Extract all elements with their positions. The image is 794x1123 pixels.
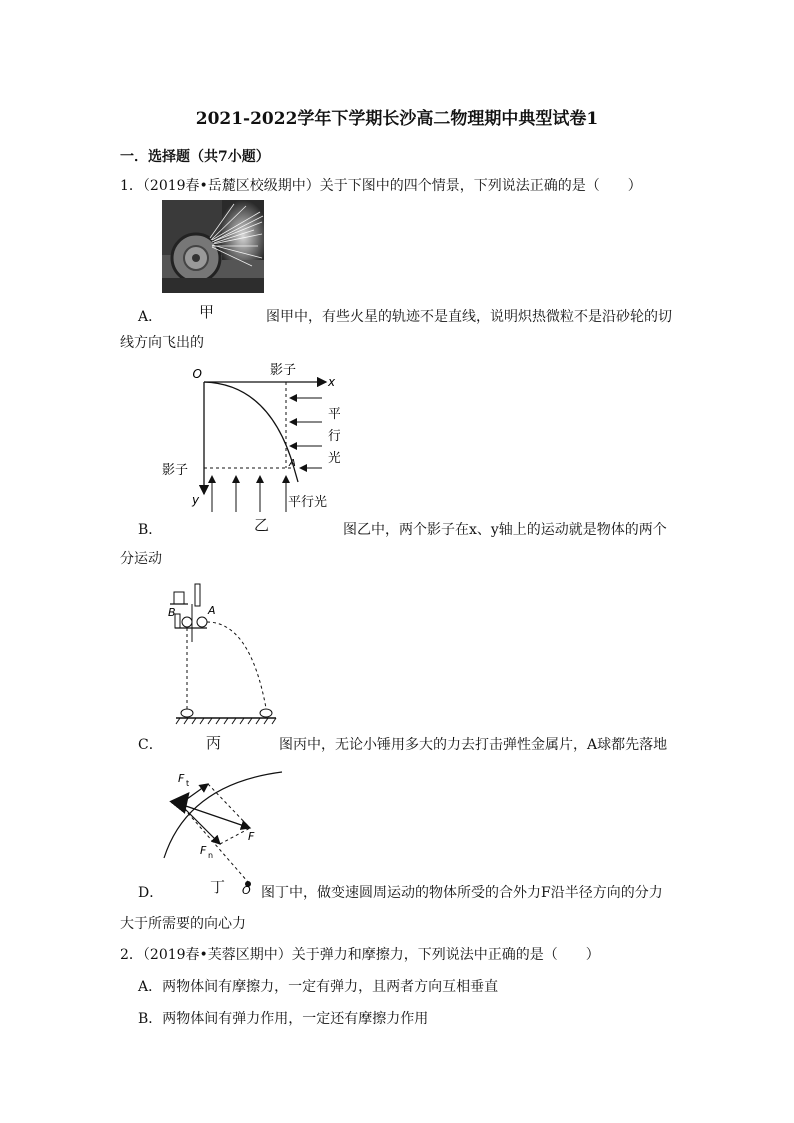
figure-c-diagram: [162, 582, 286, 728]
document-title: 2021-2022学年下学期长沙高二物理期中典型试卷1: [195, 109, 599, 129]
fig-b-light-bottom: 平行光: [288, 495, 328, 510]
q1-option-c-label: C．: [138, 737, 163, 753]
q1-option-b-text: 图乙中，两个影子在x、y轴上的运动就是物体的两个: [343, 522, 667, 538]
fig-d-fn: F: [200, 844, 207, 857]
fig-b-point-a: A: [289, 458, 296, 469]
figure-b-diagram: [160, 358, 340, 518]
q1-option-c-text: 图丙中，无论小锤用多大的力去打击弹性金属片，A球都先落地: [279, 737, 668, 753]
fig-d-center: O: [242, 884, 251, 896]
fig-b-shadow-top: 影子: [270, 363, 297, 378]
figure-c-caption: 丙: [206, 734, 222, 752]
q1-stem: 1．（2019春•岳麓区校级期中）关于下图中的四个情景，下列说法正确的是（ ）: [120, 178, 642, 194]
fig-b-y-axis: y: [192, 493, 200, 507]
fig-b-origin: O: [192, 367, 202, 381]
q1-option-d-text: 图丁中，做变速圆周运动的物体所受的合外力F沿半径方向的分力: [261, 885, 663, 901]
fig-d-f: F: [248, 830, 255, 843]
figure-d-caption: 丁: [210, 878, 226, 896]
figure-a-caption: 甲: [199, 303, 215, 321]
fig-c-point-b: B: [168, 606, 176, 619]
q2-option-b: B．两物体间有弹力作用，一定还有摩擦力作用: [138, 1011, 429, 1027]
fig-c-point-a: A: [208, 604, 216, 617]
q1-option-b-text-cont: 分运动: [120, 551, 162, 567]
section-heading: 一．选择题（共7小题）: [120, 149, 270, 165]
q1-option-d-label: D．: [138, 885, 164, 901]
figure-a-photo: [162, 200, 264, 293]
fig-d-ft: F: [178, 772, 185, 785]
fig-b-light-right-2: 行: [328, 429, 340, 444]
figure-b-caption: 乙: [254, 516, 270, 534]
q1-option-b-label: B．: [138, 522, 163, 538]
q1-option-a-text-cont: 线方向飞出的: [120, 335, 204, 351]
fig-b-light-right-3: 光: [328, 451, 340, 466]
q1-option-a-text: 图甲中，有些火星的轨迹不是直线，说明炽热微粒不是沿砂轮的切: [266, 309, 672, 325]
q2-stem: 2．（2019春•芙蓉区期中）关于弹力和摩擦力，下列说法中正确的是（ ）: [120, 947, 600, 963]
fig-b-x-axis: x: [328, 375, 336, 389]
q1-option-d-text-cont: 大于所需要的向心力: [120, 916, 246, 932]
fig-b-light-right-1: 平: [328, 407, 340, 422]
fig-b-shadow-left: 影子: [162, 463, 189, 478]
fig-d-ft-sub: t: [186, 779, 190, 788]
q1-option-a-label: A．: [138, 309, 163, 325]
q2-option-a: A．两物体间有摩擦力，一定有弹力，且两者方向互相垂直: [138, 979, 499, 995]
fig-d-fn-sub: n: [208, 851, 214, 860]
